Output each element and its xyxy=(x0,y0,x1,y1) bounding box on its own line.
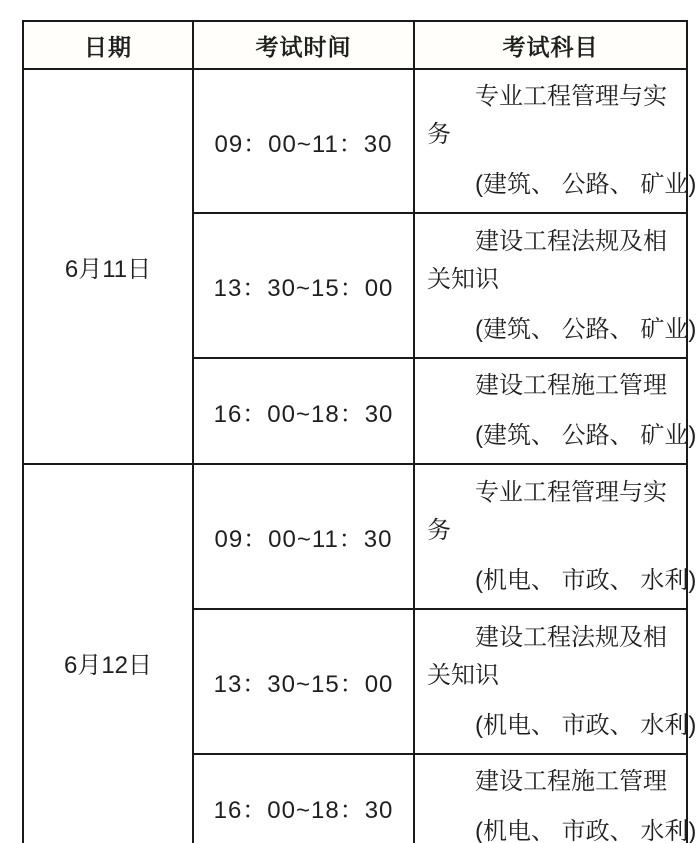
subject-name: 建设工程施工管理 xyxy=(475,372,667,399)
time-cell: 13：30~15：00 xyxy=(193,609,414,754)
subject-scope: (建筑、 公路、 矿业) xyxy=(475,422,697,449)
table-row xyxy=(23,464,687,609)
header-time: 考试时间 xyxy=(193,21,414,69)
time-cell: 13：30~15：00 xyxy=(193,213,414,358)
header-row xyxy=(23,21,687,69)
subject-scope: (机电、 市政、 水利) xyxy=(475,818,697,843)
subject-cell xyxy=(414,69,697,213)
subject-scope: (机电、 市政、 水利) xyxy=(475,566,697,594)
subject-cell xyxy=(414,358,697,464)
subject-name: 专业工程管理与实务 xyxy=(427,478,667,544)
subject-scope: (建筑、 公路、 矿业) xyxy=(475,171,697,198)
exam-schedule-table xyxy=(22,20,697,843)
time-cell: 16：00~18：30 xyxy=(193,358,414,464)
time-cell: 09：00~11：30 xyxy=(193,69,414,213)
subject-cell xyxy=(414,754,697,843)
subject-scope: (建筑、 公路、 矿业) xyxy=(475,315,697,343)
date-cell: 6月11日 xyxy=(23,69,193,464)
subject-name: 专业工程管理与实务 xyxy=(427,83,667,148)
subject-name: 建设工程施工管理 xyxy=(475,768,667,795)
subject-cell xyxy=(414,609,697,754)
subject-name: 建设工程法规及相关知识 xyxy=(427,227,667,293)
time-cell: 16：00~18：30 xyxy=(193,754,414,843)
date-cell: 6月12日 xyxy=(23,464,193,843)
subject-name: 建设工程法规及相关知识 xyxy=(427,623,667,689)
subject-cell xyxy=(414,464,697,609)
subject-cell xyxy=(414,213,697,358)
header-date: 日期 xyxy=(23,21,193,69)
time-cell: 09：00~11：30 xyxy=(193,464,414,609)
table-row xyxy=(23,69,687,213)
header-subject: 考试科目 xyxy=(414,21,687,69)
subject-scope: (机电、 市政、 水利) xyxy=(475,711,697,739)
